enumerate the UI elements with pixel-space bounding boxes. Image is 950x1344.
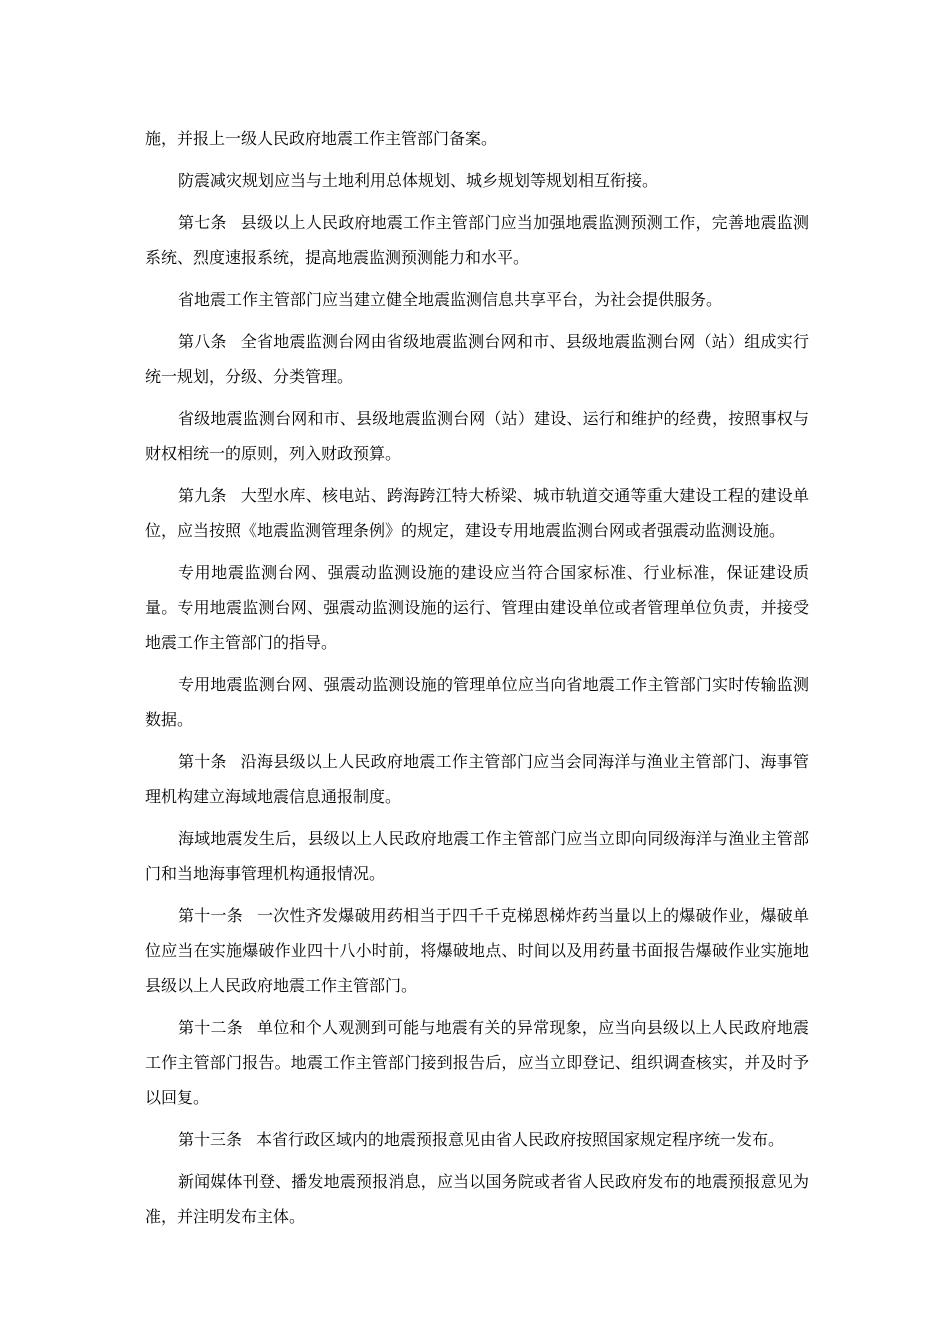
paragraph-continuation	[145, 121, 809, 156]
article-10	[145, 744, 809, 814]
paragraph	[145, 667, 809, 737]
paragraph-text: 一次性齐发爆破用药相当于四千千克梯恩梯炸药当量以上的爆破作业，爆破单位应当在实施爆破作业四十八小时前，将爆破地点、时间以及用药量书面报告爆破作业实施地县级以上人民政府地震工作主管部门。	[145, 906, 809, 995]
article-8	[145, 324, 809, 394]
paragraph	[145, 401, 809, 471]
article-label: 第九条	[178, 486, 227, 505]
article-label: 第七条	[178, 213, 227, 232]
article-label: 第八条	[178, 332, 227, 351]
article-7	[145, 205, 809, 275]
paragraph-text: 专用地震监测台网、强震动监测设施的管理单位应当向省地震工作主管部门实时传输监测数据。	[145, 675, 809, 729]
article-label: 第十三条	[178, 1130, 243, 1149]
paragraph-text: 防震减灾规划应当与土地利用总体规划、城乡规划等规划相互衔接。	[178, 171, 659, 190]
paragraph-text: 全省地震监测台网由省级地震监测台网和市、县级地震监测台网（站）组成实行统一规划，分级、分类管理。	[145, 332, 809, 386]
paragraph-text: 县级以上人民政府地震工作主管部门应当加强地震监测预测工作，完善地震监测系统、烈度速报系统，提高地震监测预测能力和水平。	[145, 213, 809, 267]
article-label: 第十一条	[178, 906, 243, 925]
paragraph-text: 新闻媒体刊登、播发地震预报消息，应当以国务院或者省人民政府发布的地震预报意见为准，并注明发布主体。	[145, 1172, 809, 1226]
paragraph-text: 单位和个人观测到可能与地震有关的异常现象，应当向县级以上人民政府地震工作主管部门报告。地震工作主管部门接到报告后，应当立即登记、组织调查核实，并及时予以回复。	[145, 1018, 809, 1107]
paragraph-text: 大型水库、核电站、跨海跨江特大桥梁、城市轨道交通等重大建设工程的建设单位，应当按照《地震监测管理条例》的规定，建设专用地震监测台网或者强震动监测设施。	[145, 486, 809, 540]
paragraph-text: 海域地震发生后，县级以上人民政府地震工作主管部门应当立即向同级海洋与渔业主管部门和当地海事管理机构通报情况。	[145, 829, 809, 883]
article-12	[145, 1010, 809, 1115]
paragraph	[145, 1164, 809, 1234]
article-13	[145, 1122, 809, 1157]
paragraph-text: 专用地震监测台网、强震动监测设施的建设应当符合国家标准、行业标准，保证建设质量。专用地震监测台网、强震动监测设施的运行、管理由建设单位或者管理单位负责，并接受地震工作主管部门的指导。	[145, 563, 809, 652]
paragraph	[145, 163, 809, 198]
paragraph	[145, 821, 809, 891]
paragraph	[145, 282, 809, 317]
paragraph-text: 省地震工作主管部门应当建立健全地震监测信息共享平台，为社会提供服务。	[178, 290, 723, 309]
article-11	[145, 898, 809, 1003]
document-page	[145, 121, 809, 1241]
paragraph-text: 本省行政区域内的地震预报意见由省人民政府按照国家规定程序统一发布。	[256, 1130, 785, 1149]
article-label: 第十二条	[178, 1018, 243, 1037]
article-label: 第十条	[178, 752, 227, 771]
paragraph	[145, 555, 809, 660]
article-9	[145, 478, 809, 548]
paragraph-text: 沿海县级以上人民政府地震工作主管部门应当会同海洋与渔业主管部门、海事管理机构建立海域地震信息通报制度。	[145, 752, 809, 806]
paragraph-text: 省级地震监测台网和市、县级地震监测台网（站）建设、运行和维护的经费，按照事权与财权相统一的原则，列入财政预算。	[145, 409, 809, 463]
paragraph-text: 施，并报上一级人民政府地震工作主管部门备案。	[145, 129, 498, 148]
